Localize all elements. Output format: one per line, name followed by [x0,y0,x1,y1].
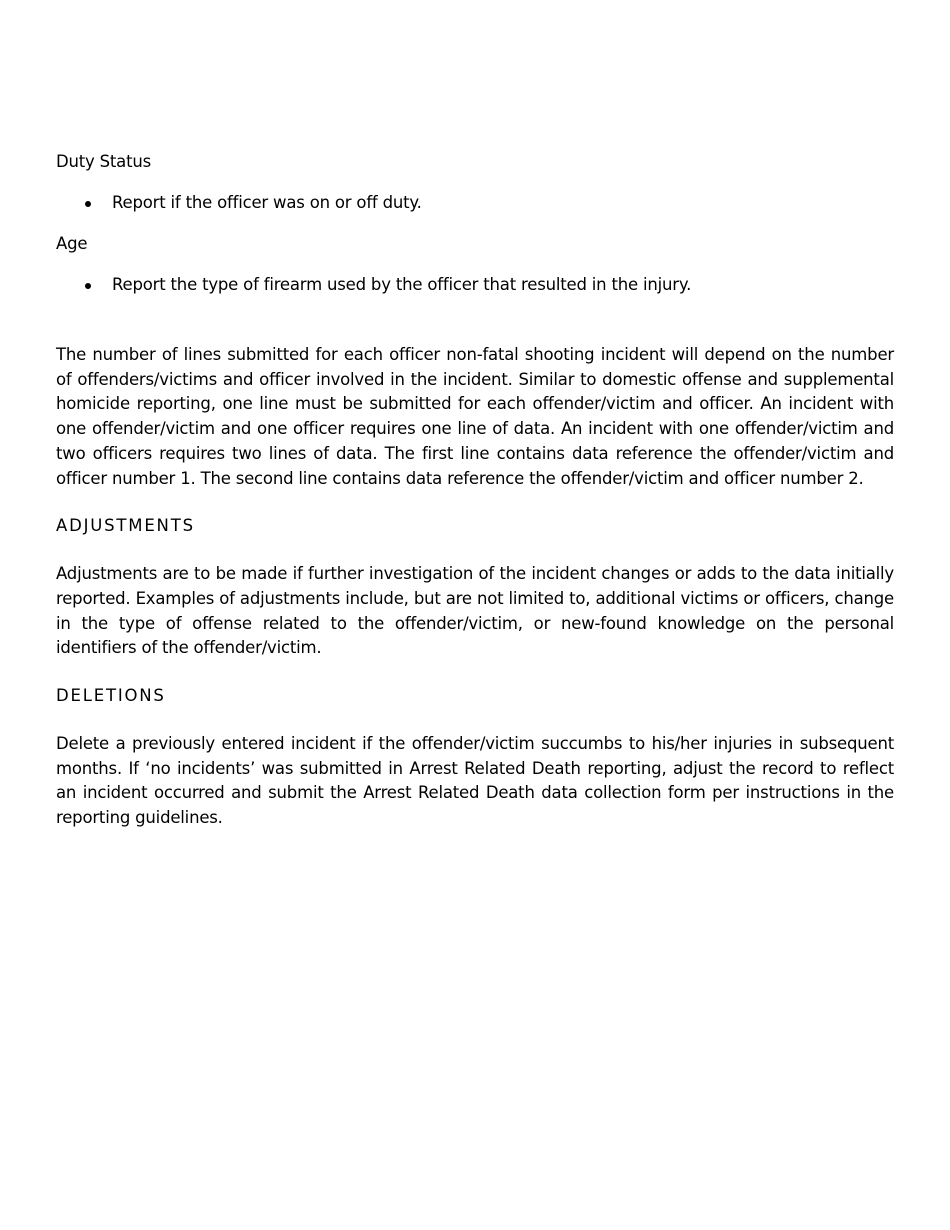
age-list [56,274,894,296]
list-item [56,192,894,214]
bullet-icon [85,283,91,289]
duty-status-heading: Duty Status [56,152,152,171]
bullet-icon [85,201,91,207]
age-bullet-text: Report the type of firearm used by the officer that resulted in the injury. [112,275,692,294]
lines-paragraph: The number of lines submitted for each officer non-fatal shooting incident will depend on the number of offenders/victims and officer involved in the incident. Similar to domestic offense and supplemental homicide reporting, one line must be submitted for each offender/victim and officer. An incident with one offender/victim and one officer requires one line of data. An incident with one offender/victim and two officers requires two lines of data. The first line contains data reference the offender/victim and officer number 1. The second line contains data reference the offender/victim and officer number 2. [56,345,894,488]
duty-status-bullet-text: Report if the officer was on or off duty. [112,193,422,212]
age-heading: Age [56,234,88,253]
document-page [56,151,894,831]
adjustments-paragraph: Adjustments are to be made if further investigation of the incident changes or adds to the data initially reported. Examples of adjustments include, but are not limited to, additional victims or officers, change in the type of offense related to the offender/victim, or new-found knowledge on the personal identifiers of the offender/victim. [56,564,894,658]
list-item [56,274,894,296]
adjustments-heading: ADJUSTMENTS [56,516,195,536]
deletions-heading: DELETIONS [56,686,166,706]
duty-status-list [56,192,894,214]
deletions-paragraph: Delete a previously entered incident if the offender/victim succumbs to his/her injuries in subsequent months. If ‘no incidents’ was submitted in Arrest Related Death reporting, adjust the record to reflect an incident occurred and submit the Arrest Related Death data collection form per instructions in the reporting guidelines. [56,734,894,828]
